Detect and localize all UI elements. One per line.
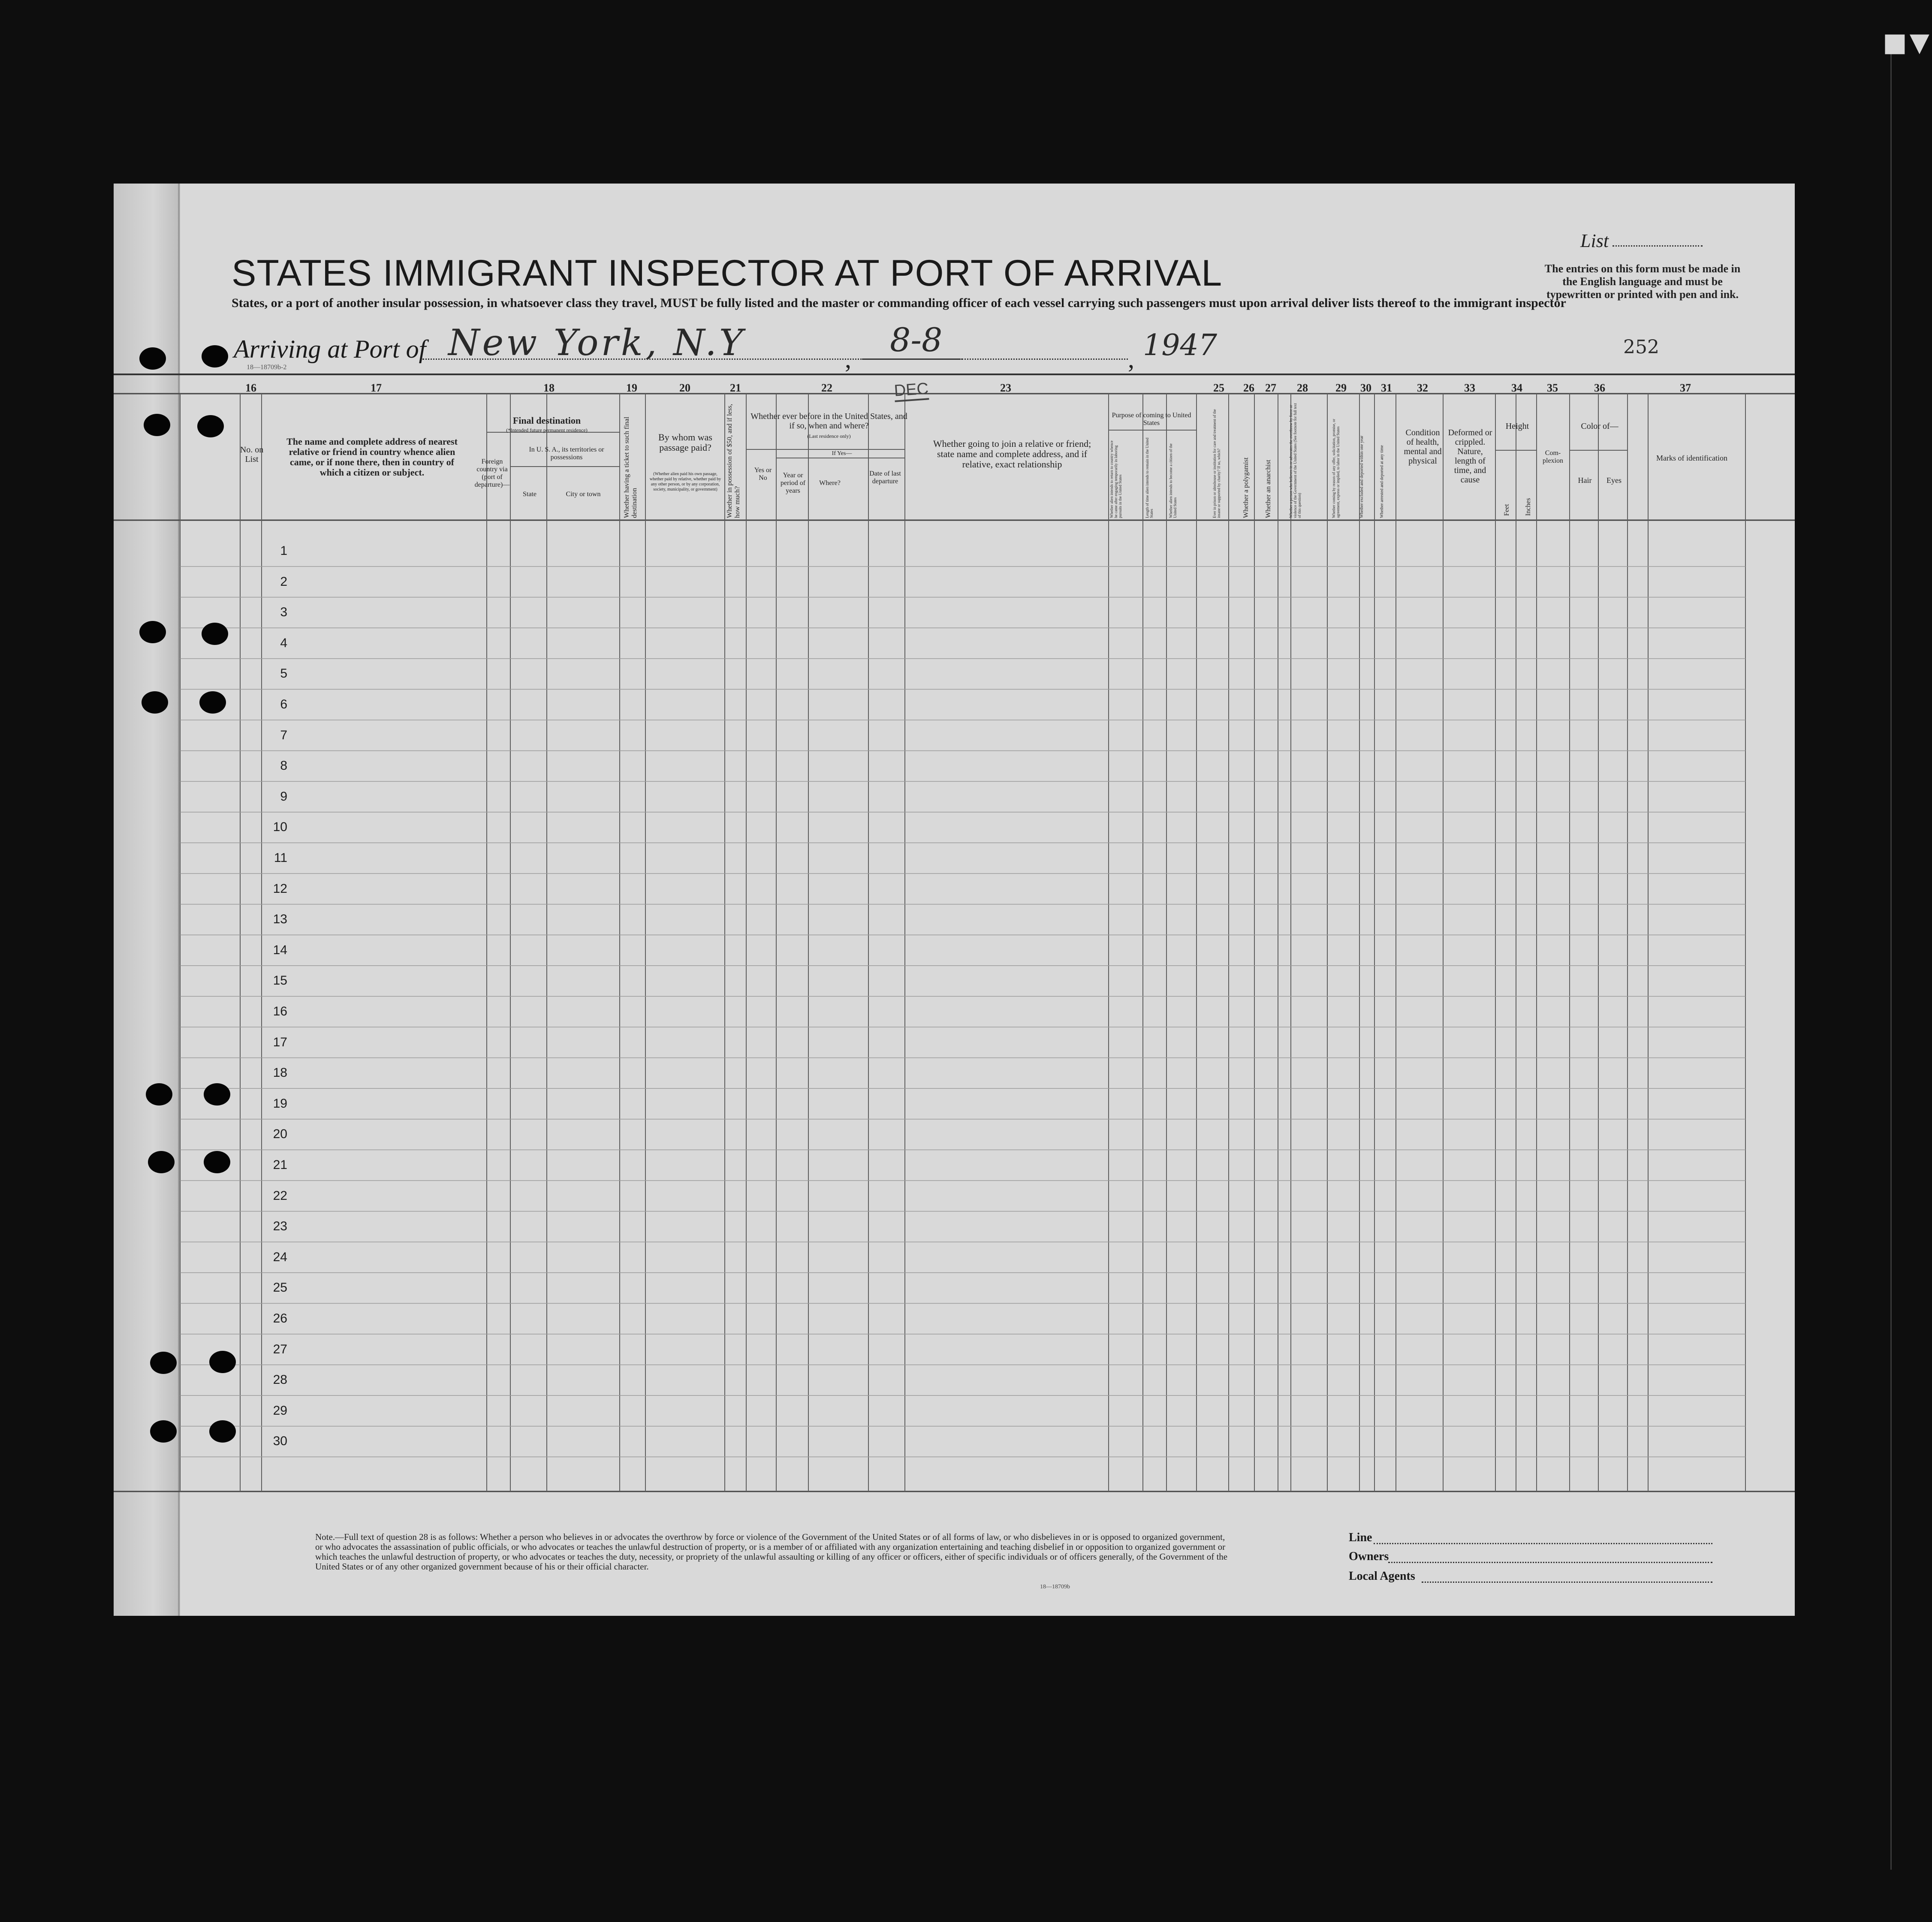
row-number: 20 <box>273 1127 287 1142</box>
header-ticket: Whether having a ticket to such final destination <box>623 416 638 518</box>
row-number: 15 <box>273 973 287 988</box>
row-number: 16 <box>273 1004 287 1018</box>
punch-hole <box>209 1351 236 1373</box>
page-number: 252 <box>1623 336 1659 358</box>
row-number: 3 <box>280 605 287 620</box>
header-join-relative: Whether going to join a relative or friend; state name and complete address, and if relative, exact relationship <box>933 438 1091 470</box>
punch-hole <box>148 1151 175 1173</box>
row-number: 18 <box>273 1066 287 1080</box>
header-usa-territories: In U. S. A., its territories or possessions <box>529 446 604 461</box>
header-anarchist: Whether an anarchist <box>1265 460 1272 518</box>
comma: , <box>1128 345 1134 373</box>
column-number: 36 <box>1594 382 1605 394</box>
column-number: 30 <box>1360 382 1371 394</box>
row-number: 5 <box>280 666 287 681</box>
film-corner-marks: ■▼ <box>1883 27 1932 57</box>
form-code: 18—18709b-2 <box>247 364 287 371</box>
header-eyes: Eyes <box>1606 476 1622 485</box>
punch-hole <box>142 691 168 714</box>
row-number: 22 <box>273 1188 287 1203</box>
row-number: 27 <box>273 1342 287 1356</box>
row-number: 13 <box>273 912 287 927</box>
footnote: Note.—Full text of question 28 is as follows: Whether a person who believes in or advocates the overthrow by force or violence of the Government of the United States or of all forms of law, or who disbelieves in or is opposed to organized government, or who advocates the assassination of public officials, or who advocates or teaches the unlawful destruction of property, or is a member of or affiliated with any organization entertaining and teaching disbelief in or opposition to organized government or which teaches the unlawful destruction of property, or who advocates or teaches the duty, necessity, or propriety of the unlawful assaulting or killing of any officer or officers, either of specific individuals or of officers generally, of the Government of the United States or of any other organized government because of his or their official character. <box>315 1532 1228 1572</box>
header-feet: Feet <box>1503 504 1510 516</box>
row-number: 14 <box>273 943 287 957</box>
row-number: 25 <box>273 1280 287 1295</box>
punch-hole <box>204 1151 230 1173</box>
form-instructions: The entries on this form must be made in the English language and must be typewritten or printed with pen and ink. <box>1544 262 1741 301</box>
row-number: 28 <box>273 1373 287 1387</box>
header-state: State <box>523 491 536 498</box>
column-number: 18 <box>543 382 555 394</box>
header-name-address: The name and complete address of nearest relative or friend in country whence alien came, or if none there, then in country of which a citizen or subject. <box>286 436 458 478</box>
header-q30: Whether excluded and deported within one year <box>1359 435 1364 518</box>
header-marks: Marks of identification <box>1656 454 1727 462</box>
header-final-destination: Final destination <box>512 415 581 426</box>
column-number: 28 <box>1297 382 1308 394</box>
punch-hole <box>139 347 166 370</box>
row-number: 12 <box>273 881 287 896</box>
form-subtitle: States, or a port of another insular possession, in whatsoever class they travel, MUST be fully listed and the master or commanding officer of each vessel carrying such passengers must upon arrival deliver lists thereof to the immigrant inspector <box>232 296 1566 310</box>
column-number: 29 <box>1335 382 1347 394</box>
column-number: 27 <box>1265 382 1276 394</box>
header-prison: Ever in prison or almshouse or institution for care and treatment of the insane or supported by charity? If so, which? <box>1212 409 1221 518</box>
column-number: 23 <box>1000 382 1011 394</box>
row-number: 9 <box>280 789 287 804</box>
header-deformed: Deformed or crippled. Nature, length of time, and cause <box>1448 428 1492 485</box>
column-number: 19 <box>626 382 637 394</box>
column-number: 33 <box>1464 382 1475 394</box>
owners-field-line <box>1388 1562 1712 1563</box>
column-number: 25 <box>1213 382 1224 394</box>
header-purpose: Purpose of coming to United States <box>1112 412 1191 427</box>
row-number: 29 <box>273 1403 287 1418</box>
header-city: City or town <box>566 491 601 498</box>
header-no-on-list: No. on List <box>240 445 264 464</box>
punch-hole <box>202 623 228 645</box>
column-number: 35 <box>1547 382 1558 394</box>
punch-hole <box>202 345 228 368</box>
header-height: Height <box>1505 422 1529 431</box>
row-number: 19 <box>273 1096 287 1111</box>
owners-label: Owners <box>1349 1550 1389 1563</box>
row-number: 11 <box>274 851 287 865</box>
punch-hole <box>197 415 224 437</box>
punch-hole <box>199 691 226 714</box>
header-passage-paid-note: (Whether alien paid his own passage, whether paid by relative, whether paid by any other person, or by any corporation, society, municipality, or government) <box>649 472 721 492</box>
header-inches: Inches <box>1525 498 1532 516</box>
header-complexion: Com- plexion <box>1543 449 1563 464</box>
header-health: Condition of health, mental and physical <box>1404 428 1442 466</box>
header-ever-before: Whether ever before in the United States, and if so, when and where? <box>750 412 907 431</box>
header-hair: Hair <box>1578 476 1592 485</box>
header-foreign-country: Foreign country via (port of departure)— <box>474 458 510 488</box>
punch-hole <box>150 1420 177 1443</box>
column-number: 22 <box>821 382 832 394</box>
row-number: 4 <box>280 636 287 650</box>
manifest-sheet <box>114 184 1795 1616</box>
header-if-yes: If Yes— <box>832 450 852 457</box>
header-where: Where? <box>819 479 841 487</box>
header-purpose-b: Length of time alien intends to remain in the United States <box>1145 437 1154 518</box>
column-number: 37 <box>1680 382 1691 394</box>
row-number: 24 <box>273 1250 287 1264</box>
footnote-code: 18—18709b <box>1040 1584 1070 1590</box>
punch-hole <box>150 1352 177 1374</box>
comma: , <box>845 345 851 373</box>
arriving-label: Arriving at Port of <box>234 335 426 363</box>
row-number: 17 <box>273 1035 287 1049</box>
list-label: List <box>1580 230 1609 251</box>
column-number: 32 <box>1417 382 1428 394</box>
header-fifty-dollars: Whether in possession of $50, and if less, how much? <box>726 404 741 518</box>
column-number: 20 <box>679 382 690 394</box>
row-number: 1 <box>280 544 287 558</box>
year-handwritten-value: 1947 <box>1143 328 1218 362</box>
header-q31: Whether arrested and deported at any time <box>1380 445 1384 518</box>
port-handwritten-value: New York, N.Y <box>448 322 746 364</box>
column-number: 26 <box>1243 382 1254 394</box>
row-number: 2 <box>280 574 287 589</box>
punch-hole <box>144 414 170 436</box>
manifest-grid <box>114 184 1795 1616</box>
form-title: STATES IMMIGRANT INSPECTOR AT PORT OF ARRIVAL <box>232 253 1223 294</box>
date-handwritten-value: 8-8 <box>890 321 943 359</box>
row-number: 23 <box>273 1219 287 1234</box>
header-passage-paid: By whom was passage paid? <box>658 432 712 453</box>
row-number: 8 <box>280 759 287 773</box>
column-number: 31 <box>1381 382 1392 394</box>
row-number: 30 <box>273 1434 287 1449</box>
header-purpose-a: Whether alien intends to return to country whence he came after engaging temporarily in laboring pursuits in the United States <box>1109 440 1122 518</box>
header-date-departure: Date of last departure <box>869 470 901 485</box>
punch-hole <box>146 1083 172 1106</box>
punch-hole <box>204 1083 230 1106</box>
line-label: Line <box>1349 1531 1372 1544</box>
header-q28: Whether a person who believes in or advocates the overthrow by force or violence of the Government of the United States (See footnote for full text of this question) <box>1289 403 1302 518</box>
line-field-line <box>1374 1543 1712 1544</box>
header-purpose-c: Whether alien intends to become a citizen of the United States <box>1169 443 1177 518</box>
column-number: 17 <box>371 382 382 394</box>
punch-hole <box>209 1420 236 1443</box>
header-yes-no: Yes or No <box>754 467 772 482</box>
column-number: 21 <box>730 382 741 394</box>
row-number: 10 <box>273 820 287 834</box>
header-q29: Whether coming by reason of any offer, solicitation, promise, or agreement, express or implied, to labor in the United States <box>1332 419 1340 518</box>
punch-hole <box>139 621 166 643</box>
row-number: 21 <box>273 1158 287 1172</box>
local-agents-field-line <box>1422 1582 1712 1583</box>
local-agents-label: Local Agents <box>1349 1570 1415 1583</box>
row-number: 7 <box>280 728 287 742</box>
header-polygamist: Whether a polygamist <box>1242 457 1250 518</box>
header-ever-before-note: (Last residence only) <box>807 433 851 439</box>
column-number: 34 <box>1511 382 1522 394</box>
row-number: 6 <box>280 697 287 711</box>
header-year-period: Year or period of years <box>780 472 806 494</box>
header-color-of: Color of— <box>1581 422 1619 431</box>
row-number: 26 <box>273 1311 287 1326</box>
film-edge <box>1890 51 1906 1870</box>
header-final-destination-note: (*Intended future permanent residence) <box>506 427 588 433</box>
date-stamp: DEC <box>893 380 929 402</box>
column-number: 16 <box>245 382 256 394</box>
